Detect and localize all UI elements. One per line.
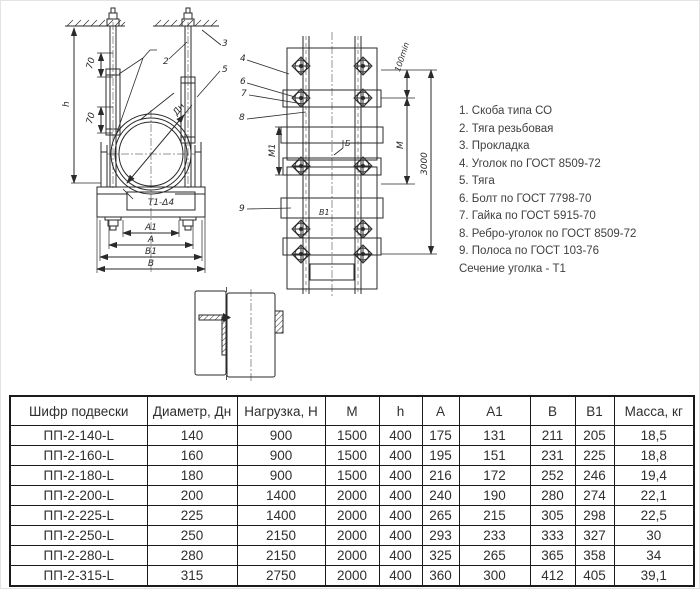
- table-header-row: [10, 396, 694, 426]
- legend-item: 5. Тяга: [459, 175, 495, 187]
- cell: 2000: [325, 526, 379, 546]
- cell: 300: [459, 566, 530, 587]
- dim-label-h: h: [62, 101, 72, 107]
- cell: 205: [575, 426, 614, 446]
- table-row: [10, 446, 694, 466]
- callout-3: 3: [222, 39, 228, 49]
- cell: 225: [147, 506, 237, 526]
- cell: 231: [530, 446, 575, 466]
- cell: 400: [379, 426, 422, 446]
- cell: 280: [530, 486, 575, 506]
- cell: 195: [422, 446, 459, 466]
- cell: 250: [147, 526, 237, 546]
- cell: 900: [237, 426, 325, 446]
- dim-label-m1: М1: [268, 143, 278, 157]
- cell: 140: [147, 426, 237, 446]
- cell: 19,4: [614, 466, 694, 486]
- table-row: [10, 526, 694, 546]
- callout-9: 9: [239, 204, 245, 214]
- cell: 293: [422, 526, 459, 546]
- front-view-drawing: [9, 4, 244, 289]
- cell: 2150: [237, 546, 325, 566]
- cell: 18,8: [614, 446, 694, 466]
- cell: 400: [379, 506, 422, 526]
- cell: 252: [530, 466, 575, 486]
- cell: 900: [237, 466, 325, 486]
- cell: 172: [459, 466, 530, 486]
- col-header-code: Шифр подвески: [10, 396, 147, 426]
- callout-6: 6: [240, 77, 246, 87]
- col-header-b: B: [530, 396, 575, 426]
- cell: 160: [147, 446, 237, 466]
- dim-label-3000: 3000: [420, 152, 430, 175]
- cell: 325: [422, 546, 459, 566]
- dim-label-b1: В1: [145, 247, 157, 257]
- legend-item: 1. Скоба типа СО: [459, 105, 553, 117]
- parts-legend: [459, 103, 695, 278]
- cell: 298: [575, 506, 614, 526]
- cell: ПП-2-280-L: [10, 546, 147, 566]
- cell: ПП-2-160-L: [10, 446, 147, 466]
- callout-7: 7: [241, 89, 247, 99]
- cell: 358: [575, 546, 614, 566]
- cell: 2000: [325, 506, 379, 526]
- cell: 216: [422, 466, 459, 486]
- cell: 400: [379, 486, 422, 506]
- cell: 131: [459, 426, 530, 446]
- cell: 215: [459, 506, 530, 526]
- col-header-a1: A1: [459, 396, 530, 426]
- col-header-m: M: [325, 396, 379, 426]
- weld-detail-drawing: [191, 287, 306, 385]
- legend-item: 7. Гайка по ГОСТ 5915-70: [459, 210, 596, 222]
- cell: 412: [530, 566, 575, 587]
- callout-5: 5: [222, 65, 228, 75]
- cell: 233: [459, 526, 530, 546]
- cell: 151: [459, 446, 530, 466]
- cell: 265: [422, 506, 459, 526]
- dim-label-70-top: 70: [85, 56, 98, 71]
- cell: 190: [459, 486, 530, 506]
- col-header-diameter: Диаметр, Дн: [147, 396, 237, 426]
- cell: 333: [530, 526, 575, 546]
- cell: 1400: [237, 506, 325, 526]
- table-row: [10, 486, 694, 506]
- cell: 400: [379, 546, 422, 566]
- cell: 240: [422, 486, 459, 506]
- cell: 400: [379, 566, 422, 587]
- cell: 400: [379, 446, 422, 466]
- cell: 2000: [325, 566, 379, 587]
- cell: 39,1: [614, 566, 694, 587]
- detail-geometry: [195, 287, 283, 383]
- cell: ПП-2-180-L: [10, 466, 147, 486]
- cell: ПП-2-315-L: [10, 566, 147, 587]
- cell: ПП-2-225-L: [10, 506, 147, 526]
- cell: 1500: [325, 426, 379, 446]
- callout-2: 2: [163, 57, 169, 67]
- callout-8: 8: [239, 113, 245, 123]
- cell: 280: [147, 546, 237, 566]
- cell: ПП-2-200-L: [10, 486, 147, 506]
- cell: ПП-2-250-L: [10, 526, 147, 546]
- table-row: [10, 426, 694, 446]
- cell: 22,5: [614, 506, 694, 526]
- callout-4: 4: [240, 54, 246, 64]
- legend-item: 8. Ребро-уголок по ГОСТ 8509-72: [459, 227, 637, 240]
- cell: 18,5: [614, 426, 694, 446]
- dim-label-m: М: [396, 141, 406, 149]
- cell: 265: [459, 546, 530, 566]
- cell: 2150: [237, 526, 325, 546]
- legend-item: 6. Болт по ГОСТ 7798-70: [459, 192, 592, 205]
- strip-geometry: [247, 32, 437, 298]
- cell: 180: [147, 466, 237, 486]
- cell: 405: [575, 566, 614, 587]
- dim-label-b: В: [147, 259, 155, 269]
- table-row: [10, 466, 694, 486]
- weld-mark-label: Т1-Δ4: [147, 198, 175, 208]
- spec-table: [9, 395, 695, 587]
- cell: 360: [422, 566, 459, 587]
- cell: 2750: [237, 566, 325, 587]
- cell: 1500: [325, 446, 379, 466]
- cell: 200: [147, 486, 237, 506]
- cell: 22,1: [614, 486, 694, 506]
- cell: 1400: [237, 486, 325, 506]
- legend-item: 2. Тяга резьбовая: [459, 122, 554, 135]
- side-view-drawing: [231, 26, 461, 326]
- cell: 2000: [325, 546, 379, 566]
- cell: 246: [575, 466, 614, 486]
- legend-note: Сечение уголка - Т1: [459, 262, 566, 275]
- cell: ПП-2-140-L: [10, 426, 147, 446]
- cell: 2000: [325, 486, 379, 506]
- side-view-labels: [239, 41, 430, 217]
- col-header-b1: B1: [575, 396, 614, 426]
- table-row: [10, 506, 694, 526]
- dim-label-a: А: [147, 235, 155, 245]
- cell: 274: [575, 486, 614, 506]
- dim-label-pipe-diameter: Дн: [171, 101, 188, 118]
- cell: 1500: [325, 466, 379, 486]
- table-row: [10, 566, 694, 587]
- cell: 211: [530, 426, 575, 446]
- legend-item: 9. Полоса по ГОСТ 103-76: [459, 245, 600, 257]
- dim-label-70-bottom: 70: [85, 111, 98, 126]
- cell: 400: [379, 466, 422, 486]
- dim-label-a1: А1: [145, 223, 157, 233]
- cell: 900: [237, 446, 325, 466]
- cell: 225: [575, 446, 614, 466]
- cell: 327: [575, 526, 614, 546]
- weld-flag-label: Б: [345, 139, 351, 148]
- cell: 400: [379, 526, 422, 546]
- col-header-mass: Масса, кг: [614, 396, 694, 426]
- legend-item: 4. Уголок по ГОСТ 8509-72: [459, 157, 601, 170]
- dim-label-b1-strip: В1: [319, 208, 330, 217]
- col-header-a: A: [422, 396, 459, 426]
- cell: 305: [530, 506, 575, 526]
- col-header-load: Нагрузка, Н: [237, 396, 325, 426]
- cell: 315: [147, 566, 237, 587]
- legend-item: 3. Прокладка: [459, 140, 530, 152]
- cell: 34: [614, 546, 694, 566]
- cell: 30: [614, 526, 694, 546]
- table-row: [10, 546, 694, 566]
- cell: 365: [530, 546, 575, 566]
- col-header-h: h: [379, 396, 422, 426]
- cell: 175: [422, 426, 459, 446]
- clamp-geometry: [65, 8, 221, 273]
- dim-label-100min: 100min: [393, 41, 412, 73]
